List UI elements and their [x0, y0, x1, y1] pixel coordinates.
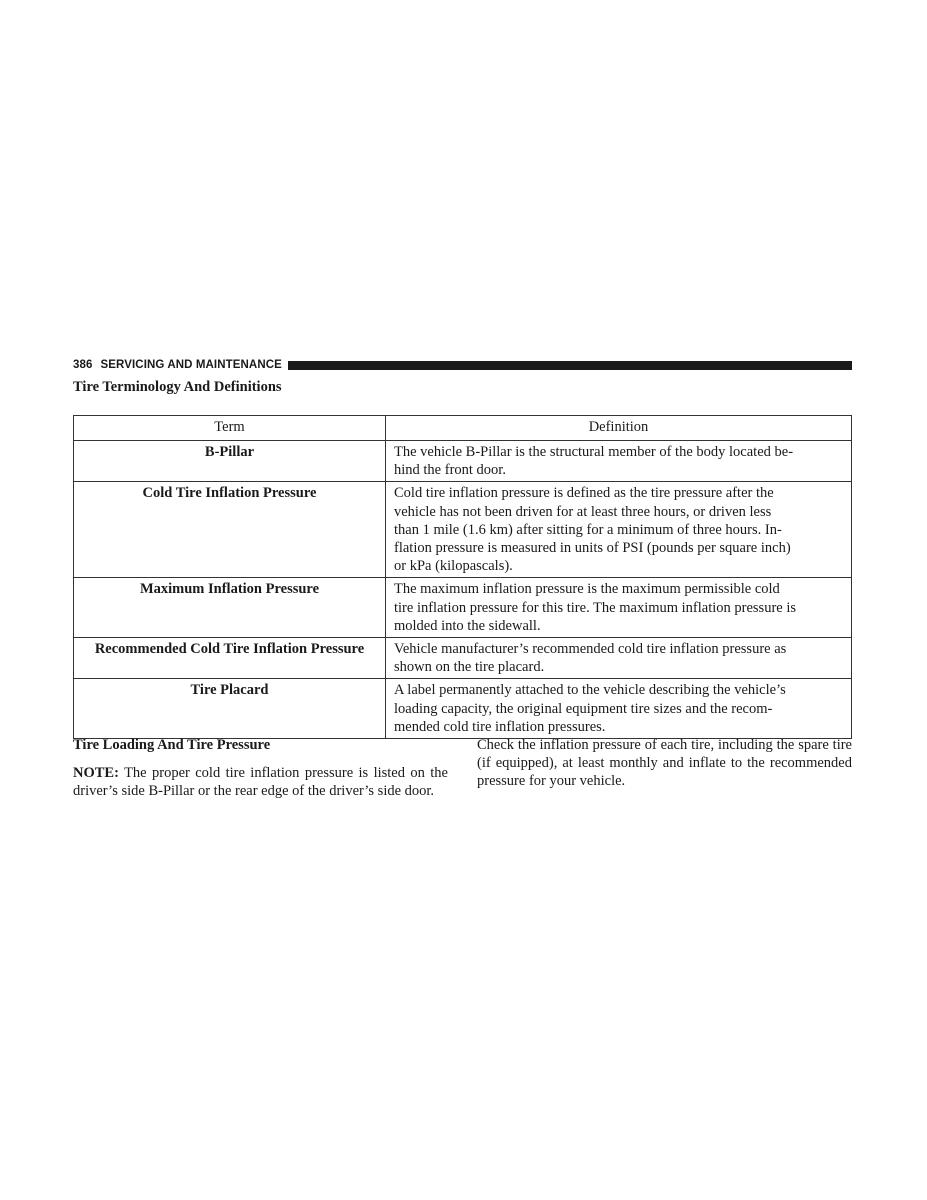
definition-line: hind the front door.	[394, 462, 506, 479]
header-rule	[288, 361, 852, 370]
table-row	[74, 578, 852, 638]
definition-line: Vehicle manufacturer’s recommended cold tire inflation pressure as	[394, 641, 787, 658]
definition-line: loading capacity, the original equipment tire sizes and the recom-	[394, 700, 773, 717]
definition-line: A label permanently attached to the vehicle describing the vehicle’s	[394, 682, 786, 699]
table-header-row	[74, 416, 852, 441]
term-cell: Maximum Inflation Pressure	[74, 578, 386, 638]
section-title: Tire Terminology And Definitions	[73, 379, 282, 395]
running-header	[73, 357, 852, 373]
definition-cell	[386, 638, 852, 679]
table-row	[74, 441, 852, 482]
definition-line: than 1 mile (1.6 km) after sitting for a minimum of three hours. In-	[394, 521, 782, 538]
page-number: 386	[73, 359, 93, 371]
definition-line: vehicle has not been driven for at least three hours, or driven less	[394, 503, 772, 520]
section-name: SERVICING AND MAINTENANCE	[100, 359, 282, 371]
definition-cell	[386, 679, 852, 739]
note-text: The proper cold tire inflation pressure is listed on the driver’s side B-Pillar or the rear edge of the driver’s side door.	[73, 765, 448, 800]
table-row	[74, 638, 852, 679]
definition-line: shown on the tire placard.	[394, 659, 545, 676]
subsection-title: Tire Loading And Tire Pressure	[73, 737, 271, 753]
column-header-term: Term	[74, 416, 386, 441]
definition-line: The vehicle B-Pillar is the structural member of the body located be-	[394, 444, 794, 460]
definition-cell	[386, 441, 852, 482]
term-cell: Cold Tire Inflation Pressure	[74, 482, 386, 578]
definition-cell	[386, 578, 852, 638]
definition-line: The maximum inflation pressure is the maximum permissible cold	[394, 581, 780, 598]
table-row	[74, 679, 852, 739]
definition-line: or kPa (kilopascals).	[394, 558, 513, 575]
definition-line: tire inflation pressure for this tire. The maximum inflation pressure is	[394, 599, 797, 616]
table-row	[74, 482, 852, 578]
definition-line: flation pressure is measured in units of PSI (pounds per square inch)	[394, 540, 791, 557]
left-column	[73, 736, 448, 800]
note-label: NOTE:	[73, 765, 119, 781]
table-body	[74, 441, 852, 739]
column-header-definition: Definition	[386, 416, 852, 441]
term-cell: B-Pillar	[74, 441, 386, 482]
term-cell: Recommended Cold Tire Inflation Pressure	[74, 638, 386, 679]
term-cell: Tire Placard	[74, 679, 386, 739]
definition-line: Cold tire inflation pressure is defined as the tire pressure after the	[394, 485, 774, 502]
terminology-table	[73, 415, 852, 739]
right-column	[477, 736, 852, 791]
note-paragraph	[73, 764, 448, 800]
definition-line: molded into the sidewall.	[394, 617, 541, 634]
definition-line: mended cold tire inflation pressures.	[394, 718, 606, 735]
check-paragraph: Check the inflation pressure of each tire, including the spare tire (if equipped), at least monthly and inflate to the recommended pressure for your vehicle.	[477, 737, 852, 790]
definition-cell	[386, 482, 852, 578]
